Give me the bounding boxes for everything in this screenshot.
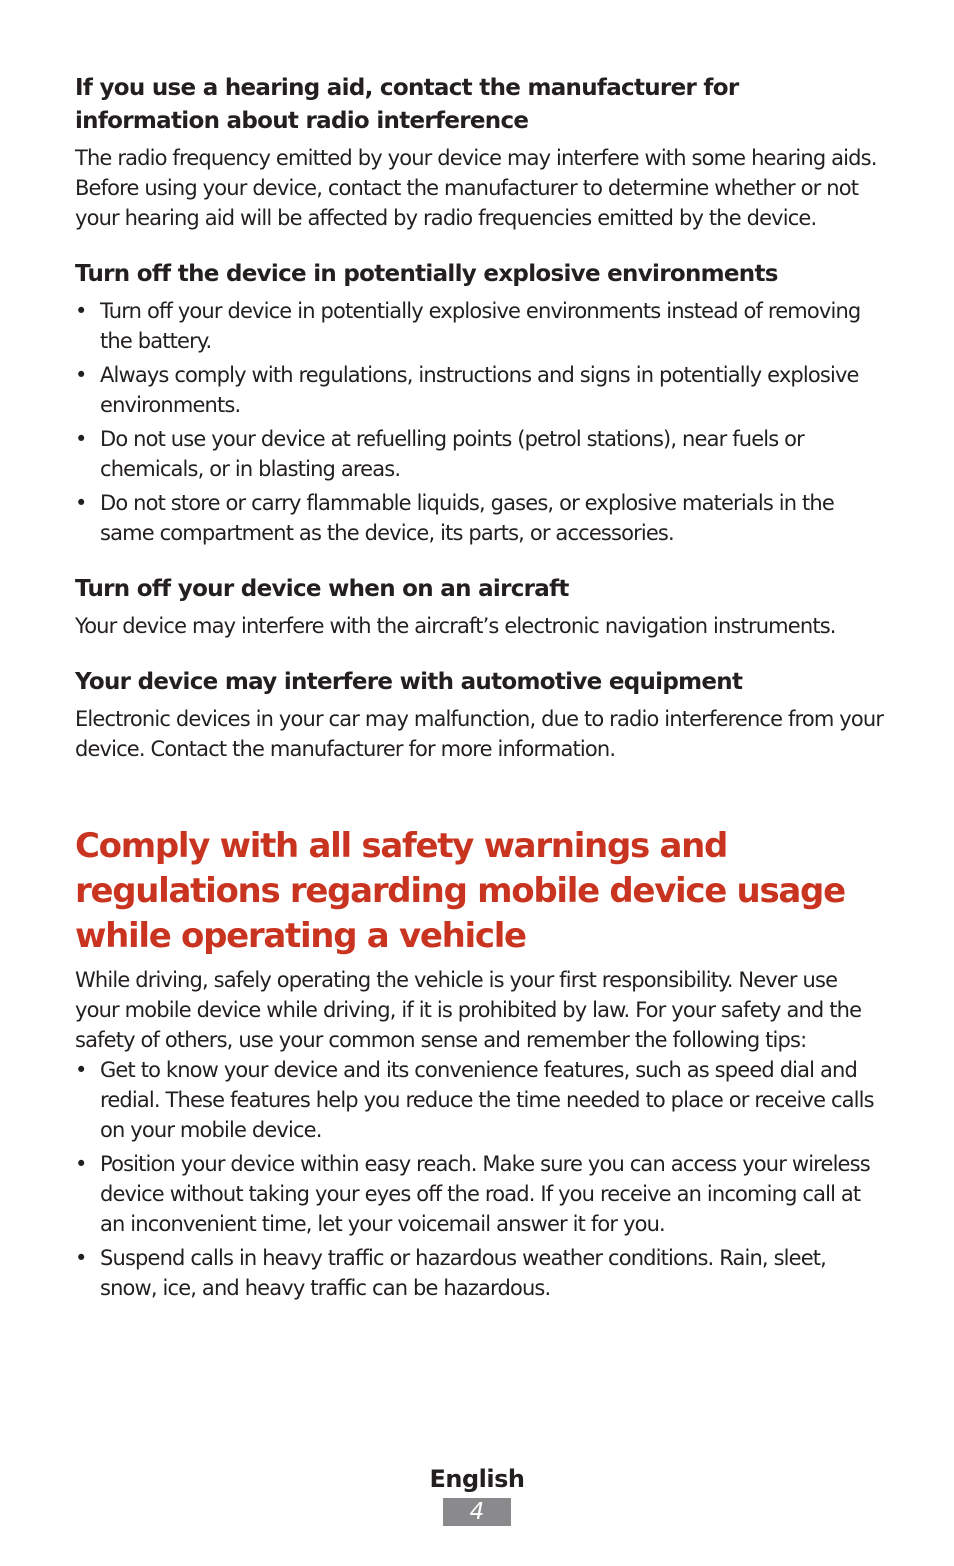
list-item-text: Always comply with regulations, instructions and signs in potentially explosive environments.	[100, 363, 859, 417]
section-heading: Your device may interfere with automotive equipment	[75, 669, 743, 695]
list-item-text: Turn off your device in potentially explosive environments instead of removing the battery.	[100, 299, 861, 353]
list-item-text: Do not use your device at refuelling points (petrol stations), near fuels or chemicals, or in blasting areas.	[100, 427, 804, 481]
bullet-icon: •	[75, 491, 87, 515]
list-item	[75, 296, 885, 356]
bullet-list	[75, 296, 885, 548]
section-heading: Turn off the device in potentially explosive environments	[75, 261, 778, 287]
main-body: While driving, safely operating the vehicle is your first responsibility. Never use your mobile device while driving, if it is prohibited by law. For your safety and the safety of others, use your common sense and remember the following tips:	[75, 968, 862, 1052]
bullet-icon: •	[75, 299, 87, 323]
section-heading: Turn off your device when on an aircraft	[75, 576, 569, 602]
list-item	[75, 424, 885, 484]
list-item	[75, 1149, 885, 1239]
aircraft-section	[75, 573, 885, 641]
list-item-text: Position your device within easy reach. Make sure you can access your wireless device without taking your eyes off the road. If you receive an incoming call at an inconvenient time, let your voicemail answer it for you.	[100, 1152, 870, 1236]
list-item	[75, 488, 885, 548]
bullet-icon: •	[75, 427, 87, 451]
explosive-environments-section	[75, 258, 885, 548]
list-item	[75, 1055, 885, 1145]
page-content	[75, 72, 885, 1307]
page-footer	[0, 1462, 954, 1526]
page-number-badge: 4	[443, 1498, 511, 1526]
section-heading: If you use a hearing aid, contact the manufacturer for information about radio interference	[75, 75, 739, 134]
hearing-aid-section	[75, 72, 885, 233]
section-body: Electronic devices in your car may malfunction, due to radio interference from your device. Contact the manufacturer for more information.	[75, 707, 884, 761]
bullet-icon: •	[75, 1152, 87, 1176]
footer-language: English	[429, 1465, 525, 1493]
list-item-text: Suspend calls in heavy traffic or hazardous weather conditions. Rain, sleet, snow, ice, and heavy traffic can be hazardous.	[100, 1246, 827, 1300]
bullet-icon: •	[75, 363, 87, 387]
bullet-icon: •	[75, 1246, 87, 1270]
section-body: Your device may interfere with the aircraft’s electronic navigation instruments.	[75, 614, 836, 638]
list-item	[75, 1243, 885, 1303]
automotive-section	[75, 666, 885, 764]
list-item-text: Get to know your device and its convenience features, such as speed dial and redial. These features help you reduce the time needed to place or receive calls on your mobile device.	[100, 1058, 874, 1142]
list-item-text: Do not store or carry flammable liquids, gases, or explosive materials in the same compartment as the device, its parts, or accessories.	[100, 491, 834, 545]
main-heading: Comply with all safety warnings and regulations regarding mobile device usage while operating a vehicle	[75, 826, 845, 956]
bullet-icon: •	[75, 1058, 87, 1082]
list-item	[75, 360, 885, 420]
bullet-list	[75, 1055, 885, 1303]
section-body: The radio frequency emitted by your device may interfere with some hearing aids. Before using your device, contact the manufacturer to determine whether or not your hearing aid will be affected by radio frequencies emitted by the device.	[75, 146, 877, 230]
